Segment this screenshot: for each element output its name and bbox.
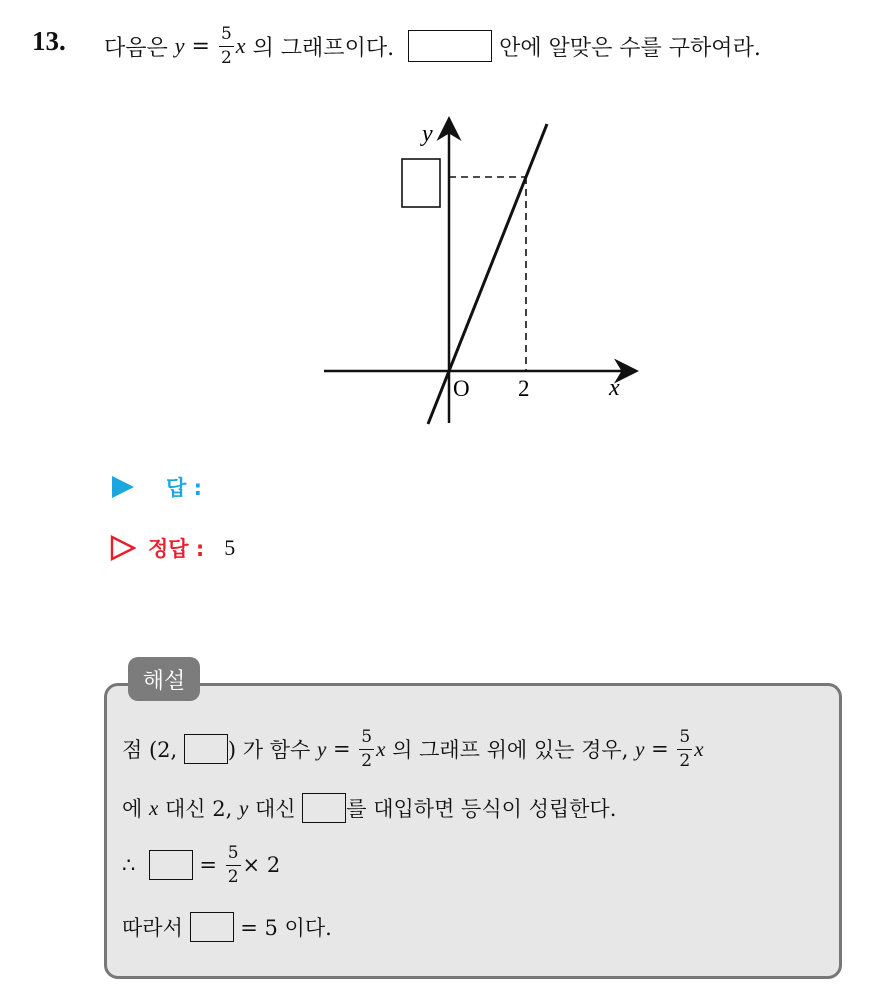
line1-part3: 의 그래프 위에 있는 경우, [392, 738, 629, 762]
line1-part2: ) 가 함수 [227, 738, 311, 762]
origin-label: O [453, 376, 470, 401]
explanation-line-4 [122, 906, 332, 948]
eq-lhs: y [174, 33, 185, 58]
times-two: × 2 [242, 853, 281, 877]
fraction-numerator: 5 [220, 23, 232, 44]
line4-part1: 따라서 [122, 916, 183, 940]
eq-var: x [235, 33, 246, 58]
line2-part4: 를 대입하면 등식이 성립한다. [346, 797, 617, 821]
eq-sign: = [333, 737, 351, 761]
fraction-denominator: 2 [361, 750, 373, 771]
eq-sign: = [651, 737, 669, 761]
fraction-denominator: 2 [220, 47, 232, 68]
question-number: 13. [32, 26, 66, 56]
line2-part2: 대신 2, [165, 797, 233, 821]
correct-answer-row [110, 533, 235, 563]
line2-part3: 대신 [255, 797, 296, 821]
answer-label: 답 : [166, 476, 202, 500]
fraction-denominator: 2 [679, 750, 691, 771]
eq-lhs: y [635, 736, 645, 761]
line4-part2: = 5 이다. [240, 916, 332, 940]
fraction [677, 726, 692, 771]
fraction-numerator: 5 [679, 726, 691, 747]
explanation-line-2 [122, 788, 616, 828]
explanation-line-3 [122, 834, 280, 896]
fraction-numerator: 5 [227, 842, 239, 863]
var-x: x [148, 795, 159, 820]
question-text [104, 14, 761, 78]
answer-row [110, 472, 202, 502]
eq-lhs: y [316, 736, 327, 761]
blank-box [184, 734, 228, 764]
eq-sign: = [199, 853, 218, 877]
fraction-denominator: 2 [227, 866, 239, 887]
question-text-before: 다음은 [104, 35, 168, 61]
play-triangle-icon [110, 474, 136, 500]
blank-box [302, 793, 346, 823]
blank-box [149, 850, 193, 880]
eq-var: x [694, 736, 704, 761]
correct-answer-value: 5 [224, 535, 236, 560]
outline-triangle-icon [110, 535, 136, 561]
x-tick-label: 2 [518, 376, 530, 401]
fraction [359, 726, 374, 771]
correct-answer-label: 정답 : [148, 537, 205, 561]
y-value-blank-box [402, 159, 440, 207]
eq-var: x [376, 736, 386, 761]
line2-part1: 에 [122, 797, 143, 821]
x-axis-label: x [609, 375, 620, 401]
line1-part1: 점 (2, [122, 738, 178, 762]
eq-sign: = [191, 33, 210, 59]
var-y: y [238, 795, 249, 820]
question-text-mid: 의 그래프이다. [252, 35, 395, 61]
blank-box [190, 912, 234, 942]
fraction-numerator: 5 [361, 726, 373, 747]
fraction [219, 23, 234, 68]
explanation-tag: 해설 [128, 657, 200, 701]
y-axis-label: y [422, 121, 433, 147]
fraction [226, 842, 241, 887]
explanation-line-1 [122, 718, 704, 780]
line-graph [318, 113, 648, 429]
answer-blank-box [408, 30, 492, 62]
question-text-after: 안에 알맞은 수를 구하여라. [499, 35, 761, 61]
therefore-symbol: ∴ [122, 853, 136, 877]
